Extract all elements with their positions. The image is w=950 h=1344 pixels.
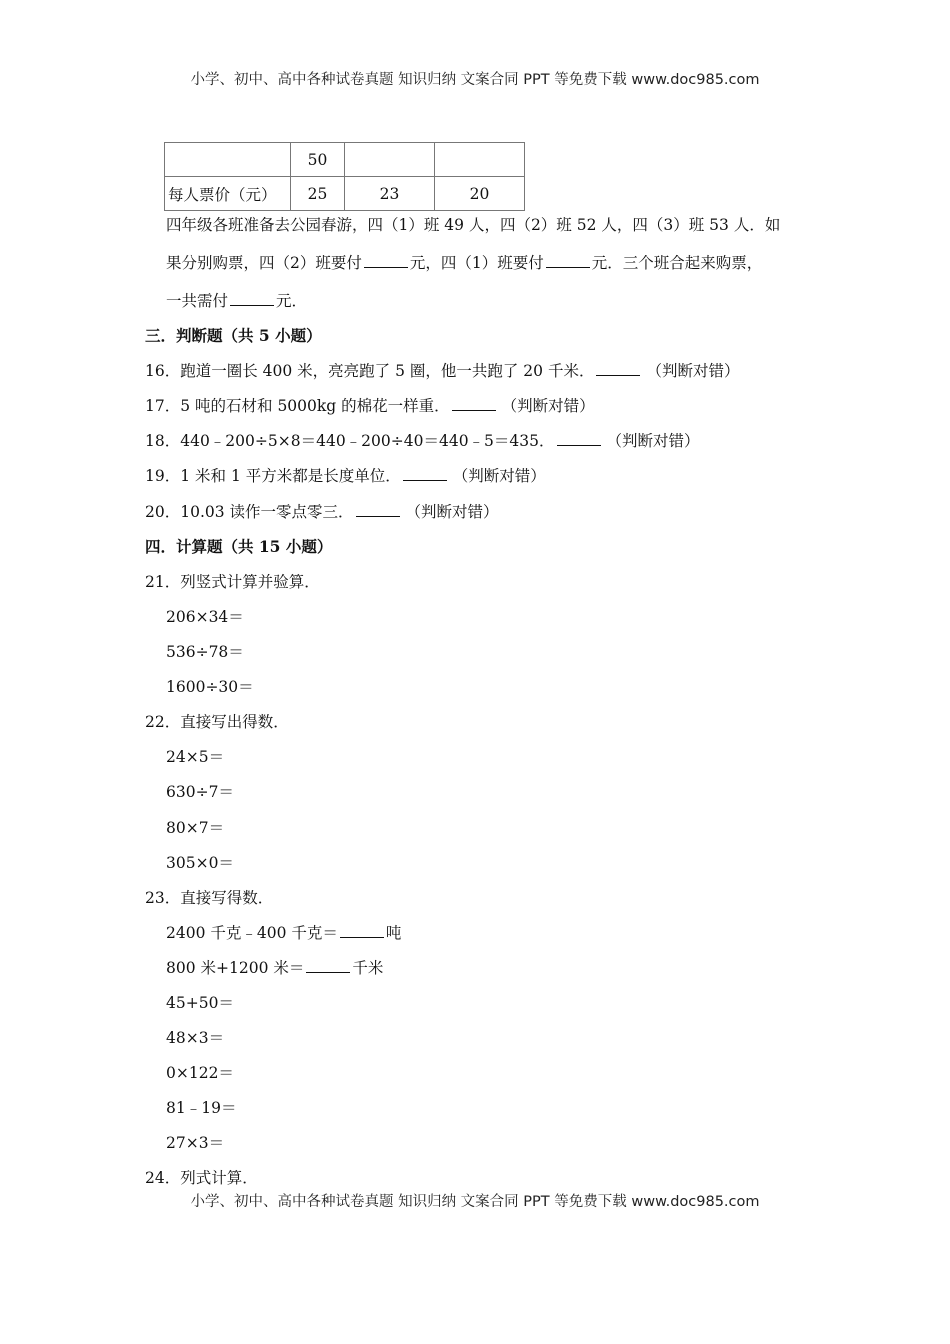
q22-title: 22．直接写出得数． (145, 713, 289, 731)
calc-item: 1600÷30＝ (166, 678, 254, 696)
calc-item: 27×3＝ (166, 1134, 225, 1152)
q21-title: 21．列竖式计算并验算． (145, 573, 320, 591)
table-cell: 50 (291, 143, 345, 177)
q15-text: 元，四（1）班要付 (409, 254, 544, 272)
table-cell (165, 143, 291, 177)
answer-blank[interactable] (452, 395, 496, 411)
answer-blank[interactable] (403, 465, 447, 481)
section-4-title: 四．计算题（共 15 小题） (145, 537, 333, 556)
calc-item: 48×3＝ (166, 1029, 225, 1047)
question-text: 16．跑道一圈长 400 米，亮亮跑了 5 圈，他一共跑了 20 千米． (145, 362, 595, 380)
answer-blank[interactable] (557, 430, 601, 446)
conversion-text: 800 米+1200 米＝ (166, 959, 305, 977)
conversion-unit: 千米 (352, 959, 384, 977)
table-cell (435, 143, 525, 177)
judge-question (145, 359, 739, 381)
judge-tag: （判断对错） (501, 397, 595, 415)
table-cell: 20 (435, 177, 525, 211)
table-cell: 25 (291, 177, 345, 211)
judge-tag: （判断对错） (646, 362, 740, 380)
conversion-text: 2400 千克﹣400 千克＝ (166, 924, 338, 942)
conversion-unit: 吨 (385, 924, 402, 942)
answer-blank[interactable] (356, 501, 400, 517)
table-row (165, 143, 525, 177)
judge-question (145, 394, 595, 416)
answer-blank[interactable] (364, 252, 408, 268)
judge-tag: （判断对错） (606, 432, 700, 450)
judge-question (145, 464, 546, 486)
q24-title: 24．列式计算． (145, 1169, 258, 1187)
q15-line-3 (166, 289, 307, 311)
calc-item: 305×0＝ (166, 854, 234, 872)
judge-tag: （判断对错） (405, 503, 499, 521)
judge-question (145, 429, 700, 451)
section-3-title: 三．判断题（共 5 小题） (145, 326, 322, 345)
question-text: 17．5 吨的石材和 5000kg 的棉花一样重． (145, 397, 450, 415)
q23-title: 23．直接写得数． (145, 889, 274, 907)
answer-blank[interactable] (596, 360, 640, 376)
calc-item: 24×5＝ (166, 748, 225, 766)
table-cell: 23 (345, 177, 435, 211)
calc-item: 630÷7＝ (166, 783, 234, 801)
table-row (165, 177, 525, 211)
page-header: 小学、初中、高中各种试卷真题 知识归纳 文案合同 PPT 等免费下载 www.doc985.com (190, 72, 760, 88)
conversion-item (166, 921, 401, 943)
table-cell: 每人票价（元） (165, 177, 291, 211)
answer-blank[interactable] (546, 252, 590, 268)
q15-text: 元．三个班合起来购票， (591, 254, 763, 272)
q15-line-1: 四年级各班准备去公园春游，四（1）班 49 人，四（2）班 52 人，四（3）班 53 人．如 (166, 216, 781, 234)
judge-tag: （判断对错） (452, 467, 546, 485)
q15-text: 果分别购票，四（2）班要付 (166, 254, 362, 272)
answer-blank[interactable] (230, 290, 274, 306)
ticket-price-table (164, 142, 525, 211)
table-cell (345, 143, 435, 177)
question-text: 18．440﹣200÷5×8＝440﹣200÷40＝440﹣5＝435． (145, 432, 555, 450)
calc-item: 81﹣19＝ (166, 1099, 237, 1117)
q15-text: 一共需付 (166, 292, 229, 310)
q15-text: 元． (276, 292, 308, 310)
conversion-item (166, 956, 383, 978)
answer-blank[interactable] (340, 922, 384, 938)
calc-item: 45+50＝ (166, 994, 234, 1012)
calc-item: 536÷78＝ (166, 643, 244, 661)
question-text: 20．10.03 读作一零点零三． (145, 503, 354, 521)
question-text: 19．1 米和 1 平方米都是长度单位． (145, 467, 401, 485)
page-footer: 小学、初中、高中各种试卷真题 知识归纳 文案合同 PPT 等免费下载 www.doc985.com (190, 1194, 760, 1210)
q15-line-2 (166, 251, 762, 273)
calc-item: 80×7＝ (166, 819, 225, 837)
calc-item: 0×122＝ (166, 1064, 234, 1082)
answer-blank[interactable] (306, 957, 350, 973)
calc-item: 206×34＝ (166, 608, 244, 626)
judge-question (145, 500, 499, 522)
